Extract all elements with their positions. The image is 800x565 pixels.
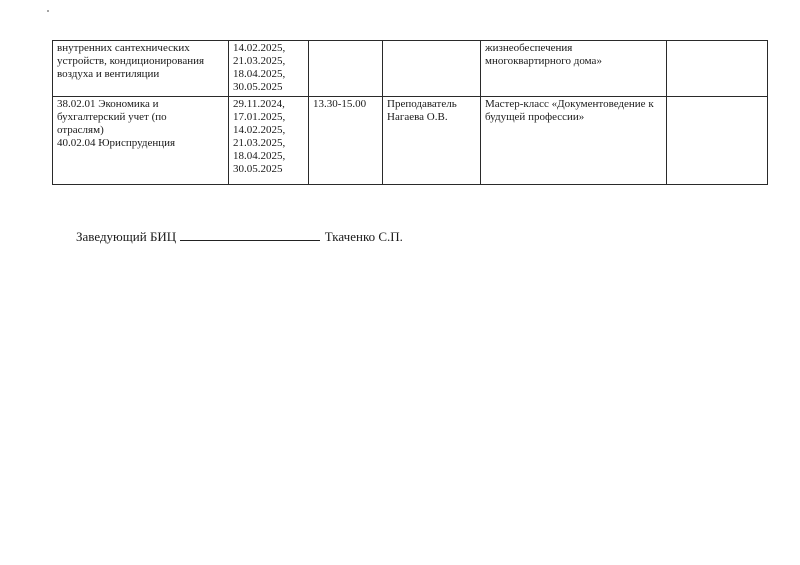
dates-cell: 29.11.2024, 17.01.2025, 14.02.2025, 21.03.2025, 18.04.2025, 30.05.2025	[229, 97, 309, 185]
responsible-cell	[383, 41, 481, 97]
signature-block	[76, 228, 403, 245]
table-row	[53, 97, 768, 185]
event-cell: жизнеобеспечения многоквартирного дома»	[481, 41, 667, 97]
specialty-cell: внутренних сантехнических устройств, кондиционирования воздуха и вентиляции	[53, 41, 229, 97]
signatory-position: Заведующий БИЦ	[76, 229, 177, 244]
time-cell	[309, 41, 383, 97]
specialty-cell: 38.02.01 Экономика и бухгалтерский учет (по отраслям) 40.02.04 Юриспруденция	[53, 97, 229, 185]
note-cell	[667, 97, 768, 185]
table-row	[53, 41, 768, 97]
scan-speck	[47, 10, 49, 12]
schedule-table	[52, 40, 768, 185]
signatory-name: Ткаченко С.П.	[324, 229, 403, 244]
note-cell	[667, 41, 768, 97]
time-cell: 13.30-15.00	[309, 97, 383, 185]
dates-cell: 14.02.2025, 21.03.2025, 18.04.2025, 30.05.2025	[229, 41, 309, 97]
signature-line	[180, 228, 320, 241]
responsible-cell: Преподаватель Нагаева О.В.	[383, 97, 481, 185]
event-cell: Мастер-класс «Документоведение к будущей профессии»	[481, 97, 667, 185]
